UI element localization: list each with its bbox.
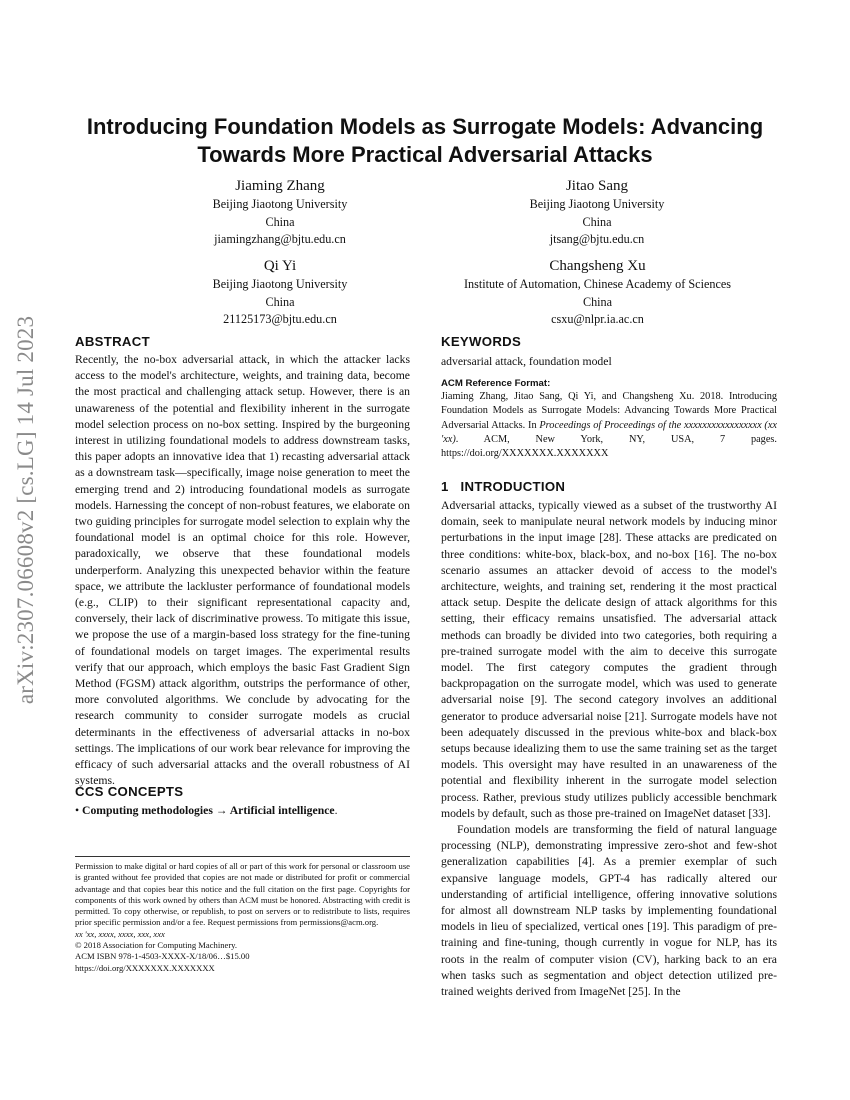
abstract-heading: ABSTRACT <box>75 334 150 349</box>
footnote-rule <box>75 856 410 857</box>
author-email: jiamingzhang@bjtu.edu.cn <box>214 232 346 246</box>
abstract-text: Recently, the no-box adversarial attack, in which the attacker lacks access to the model's architecture, weights, and training data, become the most practical and challenging attack setup. However, there is an unawareness of the potential and flexibility inherent in the surrogate model selection process on no-box setting. Inspired by the burgeoning interest in utilizing foundational models to address downstream tasks, this paper adopts an innovative idea that 1) recasting adversarial attack as a downstream task—specifically, image noise generation to meet the emerging trend and 2) introducing foundational models as surrogate models. Harnessing the concept of non-robust features, we elaborate on two guiding principles for surrogate model selection to explain why the foundational model is an optimal choice for this role. However, paradoxically, we observe that these foundational models underperform. Analyzing this unexpected behavior within the feature space, we attribute the lackluster performance of foundational models (e.g., CLIP) to their significant representational capacity and, conversely, their lack of discriminative prowess. To mitigate this issue, we propose the use of a margin-based loss strategy for the fine-tuning of foundational models on target images. The experimental results verify that our approach, which employs the basic Fast Gradient Sign Method (FGSM) attack algorithm, outstrips the performance of other, more convoluted algorithms. We conclude by advocating for the research community to consider surrogate models as crucial determinants in the effectiveness of adversarial attacks in no-box settings. The implications of our work bear relevance for improving the efficacy of such adversarial attacks and the overall robustness of AI systems. <box>75 353 410 788</box>
author-email: jtsang@bjtu.edu.cn <box>549 232 645 246</box>
introduction-body <box>441 498 777 1000</box>
arxiv-identifier <box>2 300 50 720</box>
author-email: csxu@nlpr.ia.ac.cn <box>551 312 644 326</box>
author-name: Jiaming Zhang <box>235 178 325 194</box>
reference-citation: Jiaming Zhang, Jitao Sang, Qi Yi, and Changsheng Xu. 2018. Introducing Foundation Models as Surrogate Models: Advancing Towards More Practical Adversarial Attacks. In <box>441 391 777 431</box>
permission-notice <box>75 861 410 974</box>
section-number: 1 <box>441 479 449 494</box>
doi-line[interactable]: https://doi.org/XXXXXXX.XXXXXXX <box>75 962 215 973</box>
author-country: China <box>265 294 295 309</box>
conference-info: xx 'xx, xxxx, xxxx, xxx, xxx <box>75 928 165 939</box>
ccs-concepts-heading: CCS CONCEPTS <box>75 784 184 799</box>
ccs-concepts-item <box>75 803 410 819</box>
copyright-line: © 2018 Association for Computing Machinery. <box>75 940 238 951</box>
ccs-concept-end: . <box>334 804 338 817</box>
paragraph: Adversarial attacks, typically viewed as a subset of the trustworthy AI domain, seek to manipulate neural network models by inducing minor perturbations in the input image [28]. These attacks are predicated on three conditions: white-box, black-box, and no-box [16]. The no-box scenario assumes an attacker devoid of access to the model's architecture, weights, and training set, rendering it the most practical attack setup. Despite the delicate design of attack algorithms for this setting, their efficacy remains unsatisfied. The adversarial attack methods can broadly be divided into two categories, both requiring a pre-trained surrogate model with the aim to deceive this surrogate model. The first category computes the gradient through backpropagation on the surrogate model, which was used to generate adversarial noise [9]. The second category involves an additional generator to produce adversarial noise [21]. Surrogate models have not been adequately discussed in the previous white-box and black-box setups because idealizing them to use the same training set as the target models. This oversight may have resulted in an unawareness of the potential and flexibility inherent in the surrogate model selection process. Rather, previous study utilizes publicly accessible benchmark models by default, such as those pre-trained on ImageNet dataset [33]. <box>441 499 777 820</box>
reference-format-text <box>441 390 777 461</box>
author-name: Changsheng Xu <box>549 258 646 274</box>
permission-text: Permission to make digital or hard copies of all or part of this work for personal or classroom use is granted without fee provided that copies are not made or distributed for profit or commercial advantage and that copies bear this notice and the full citation on the first page. Copyrights for components of this work owned by others than ACM must be honored. Abstracting with credit is permitted. To copy otherwise, or republish, to post on servers or to redistribute to lists, requires prior specific permission and/or a fee. Request permissions from permissions@acm.org. <box>75 861 410 928</box>
author-block-2 <box>466 176 728 249</box>
author-name: Qi Yi <box>263 258 297 274</box>
section-title: INTRODUCTION <box>460 479 566 494</box>
arxiv-identifier-text: arXiv:2307.06608v2 [cs.LG] 14 Jul 2023 <box>13 315 38 705</box>
author-affiliation: Institute of Automation, Chinese Academy of Sciences <box>463 277 732 291</box>
reference-publisher: . ACM, New York, NY, USA, 7 pages. https://doi.org/XXXXXXX.XXXXXXX <box>441 433 777 460</box>
ccs-concept-path: Computing methodologies → Artificial intelligence <box>82 804 335 817</box>
bullet: • <box>75 804 80 817</box>
introduction-heading <box>441 479 777 494</box>
author-affiliation: Beijing Jiaotong University <box>212 277 348 291</box>
author-block-4 <box>425 256 770 329</box>
paper-title: Introducing Foundation Models as Surrogate Models: Advancing Towards More Practical Adversarial Attacks <box>86 114 764 167</box>
author-country: China <box>582 214 612 229</box>
author-country: China <box>582 294 613 309</box>
author-block-3 <box>150 256 410 329</box>
isbn-line: ACM ISBN 978-1-4503-XXXX-X/18/06…$15.00 <box>75 951 250 962</box>
keywords-heading: KEYWORDS <box>441 334 522 349</box>
reference-format-heading: ACM Reference Format: <box>441 378 551 389</box>
author-affiliation: Beijing Jiaotong University <box>212 197 348 211</box>
author-email: 21125173@bjtu.edu.cn <box>223 312 337 326</box>
author-affiliation: Beijing Jiaotong University <box>529 197 665 211</box>
author-country: China <box>265 214 295 229</box>
author-block-1 <box>150 176 410 249</box>
reference-venue: Proceedings of Proceedings of the xxxxxxxxxxxxxxxxx (xx 'xx) <box>441 419 778 445</box>
keywords-text: adversarial attack, foundation model <box>441 355 612 368</box>
author-name: Jitao Sang <box>565 178 629 194</box>
paragraph: Foundation models are transforming the field of natural language processing (NLP), demonstrating impressive zero-shot and few-shot generalization capabilities [4]. As a premier exemplar of such expansive language models, GPT-4 has radically altered our understanding of artificial intelligence, offering innovative solutions for almost all downstream NLP tasks by implementing foundational models in lieu of specialized, vertical ones [19]. This paradigm of pre-training and fine-tuning, though currently in vogue for NLP, has its roots in the realm of computer vision (CV), harking back to an era when tasks such as segmentation and object detection utilized pre-trained weights derived from ImageNet [25]. In the <box>441 823 777 999</box>
